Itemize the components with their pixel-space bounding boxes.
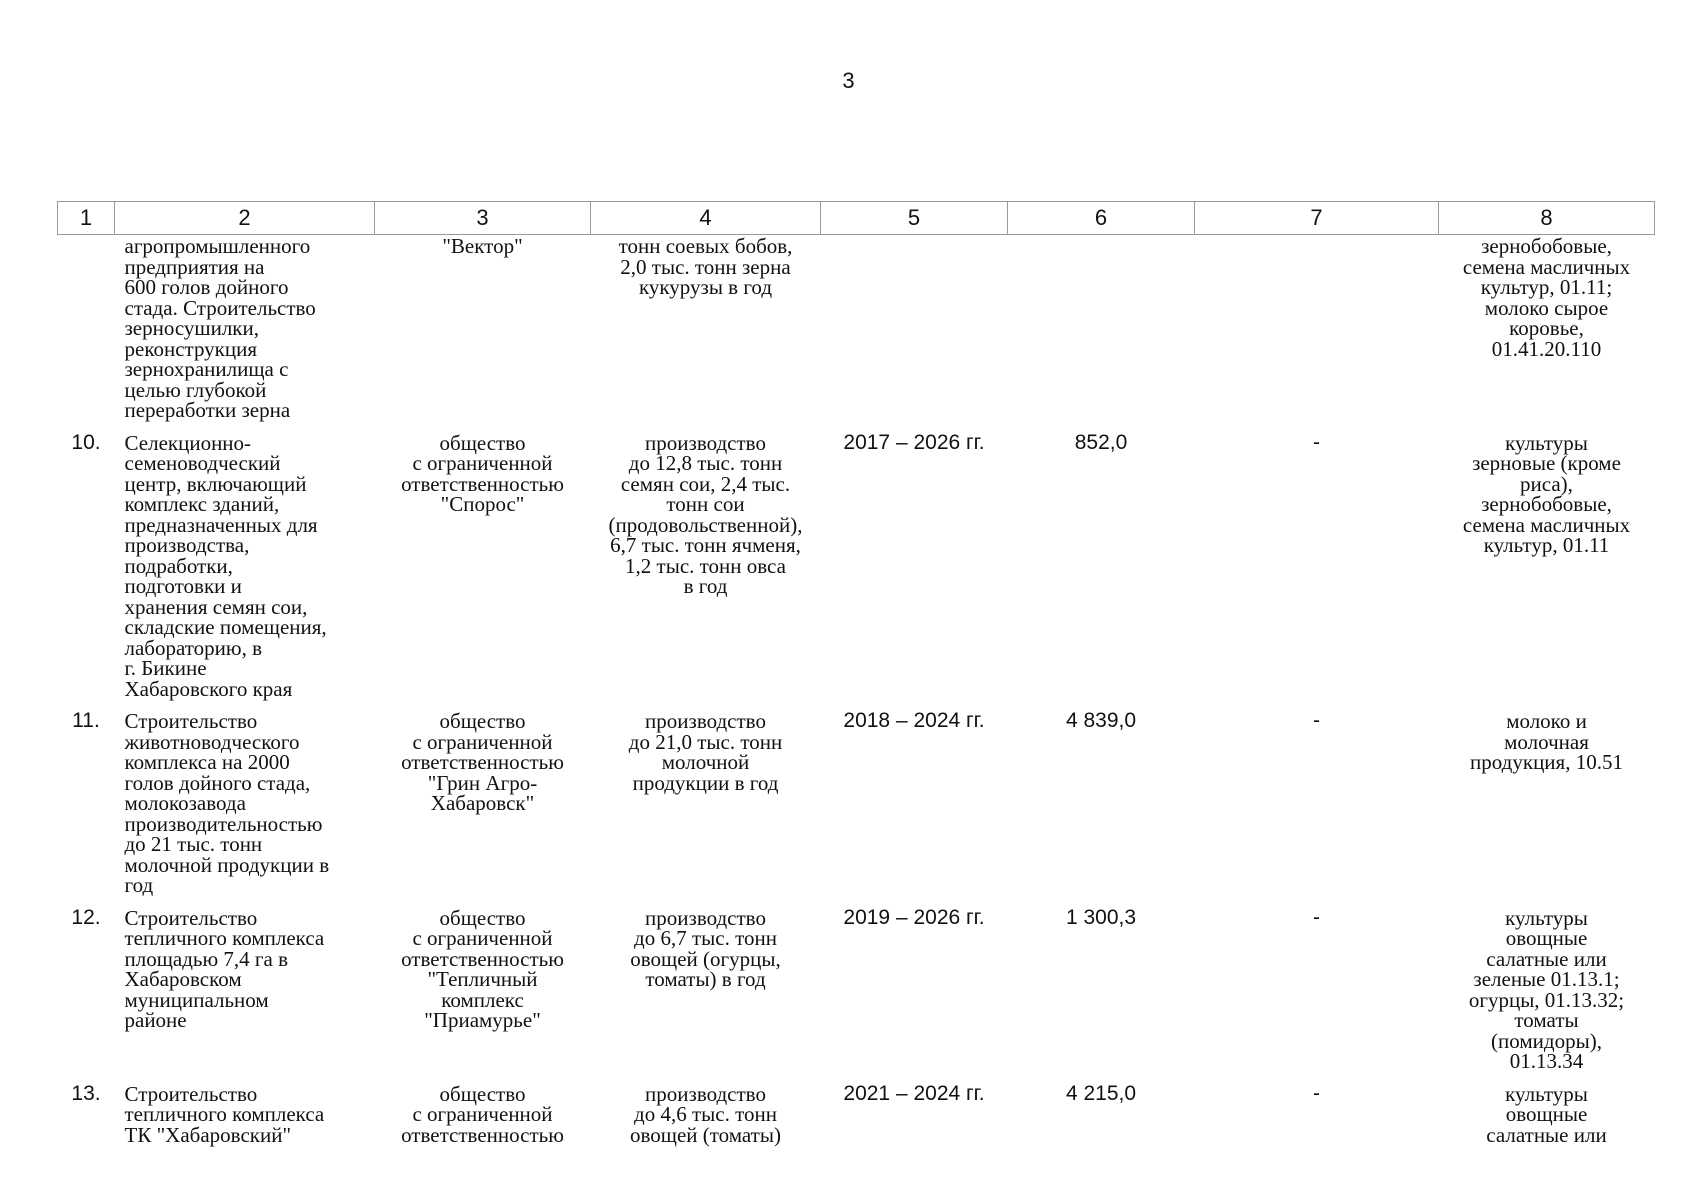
row-number: 13.: [71, 1081, 101, 1105]
project-name: Строительство животноводческого комплекса на 2000 голов дойного стада, молокозавода производительностью до 21 тыс. тонн молочной продукции в год: [124, 709, 330, 897]
row-number: 10.: [71, 430, 101, 454]
investment-amount: 4 215,0: [1065, 1081, 1137, 1105]
column-number-header-row: [58, 202, 1655, 235]
table-row: [58, 699, 1655, 896]
production-capacity: производство до 12,8 тыс. тонн семян сои, 2,4 тыс. тонн сои (продовольственной), 6,7 тыс. тонн ячменя, 1,2 тыс. тонн овса в год: [608, 430, 803, 598]
column-header: 4: [591, 202, 821, 235]
project-name: Строительство тепличного комплекса площадью 7,4 га в Хабаровском муниципальном районе: [124, 905, 325, 1032]
production-capacity: производство до 4,6 тыс. тонн овощей (томаты): [630, 1081, 781, 1147]
product-classification: молоко и молочная продукция, 10.51: [1470, 709, 1623, 774]
page-number: 3: [842, 68, 855, 93]
column-header: 8: [1439, 202, 1655, 235]
investment-projects-table: [57, 201, 1655, 1145]
production-capacity: производство до 21,0 тыс. тонн молочной продукции в год: [628, 709, 783, 795]
table-row: [58, 235, 1655, 421]
organization: общество с ограниченной ответственностью "Грин Агро- Хабаровск": [401, 709, 564, 815]
investment-amount: 4 839,0: [1065, 709, 1137, 732]
product-classification: культуры овощные салатные или: [1486, 1081, 1607, 1147]
table-row: [58, 421, 1655, 700]
product-classification: культуры зерновые (кроме риса), зернобобовые, семена масличных культур, 01.11: [1462, 430, 1631, 557]
implementation-period: 2018 – 2024 гг.: [843, 709, 985, 732]
production-capacity: тонн соевых бобов, 2,0 тыс. тонн зерна кукурузы в год: [618, 234, 793, 299]
table-row: [58, 1072, 1655, 1146]
column-header: 5: [821, 202, 1008, 235]
column-header: 3: [375, 202, 591, 235]
product-classification: культуры овощные салатные или зеленые 01.13.1; огурцы, 01.13.32; томаты (помидоры), 01.13.34: [1468, 905, 1625, 1073]
row-number: 11.: [72, 709, 100, 732]
organization: общество с ограниченной ответственностью "Тепличный комплекс "Приамурье": [401, 905, 564, 1032]
implementation-period: 2017 – 2026 гг.: [843, 430, 985, 454]
table-row: [58, 896, 1655, 1072]
column-7-value: -: [1313, 430, 1320, 454]
column-7-value: -: [1313, 1081, 1320, 1105]
organization: общество с ограниченной ответственностью: [401, 1081, 564, 1147]
row-number: 12.: [71, 905, 101, 929]
organization: "Вектор": [442, 234, 523, 258]
investment-amount: 852,0: [1074, 430, 1128, 454]
project-name: Строительство тепличного комплекса ТК "Хабаровский": [124, 1081, 325, 1147]
column-header: 2: [115, 202, 375, 235]
column-7-value: -: [1313, 905, 1320, 929]
column-header: 7: [1195, 202, 1439, 235]
implementation-period: 2019 – 2026 гг.: [843, 905, 985, 929]
column-header: 6: [1008, 202, 1195, 235]
implementation-period: 2021 – 2024 гг.: [843, 1081, 985, 1105]
project-name: агропромышленного предприятия на 600 голов дойного стада. Строительство зерносушилки, реконструкция зернохранилища с целью глубокой переработки зерна: [124, 234, 316, 422]
production-capacity: производство до 6,7 тыс. тонн овощей (огурцы, томаты) в год: [630, 905, 781, 991]
column-header: 1: [58, 202, 115, 235]
product-classification: зернобобовые, семена масличных культур, 01.11; молоко сырое коровье, 01.41.20.110: [1462, 234, 1631, 361]
investment-amount: 1 300,3: [1065, 905, 1137, 929]
column-7-value: -: [1313, 709, 1320, 732]
organization: общество с ограниченной ответственностью "Спорос": [401, 430, 564, 516]
project-name: Селекционно- семеноводческий центр, включающий комплекс зданий, предназначенных для производства, подработки, подготовки и хранения семян сои, складские помещения, лабораторию, в г. Бикине Хабаровского края: [124, 430, 327, 701]
